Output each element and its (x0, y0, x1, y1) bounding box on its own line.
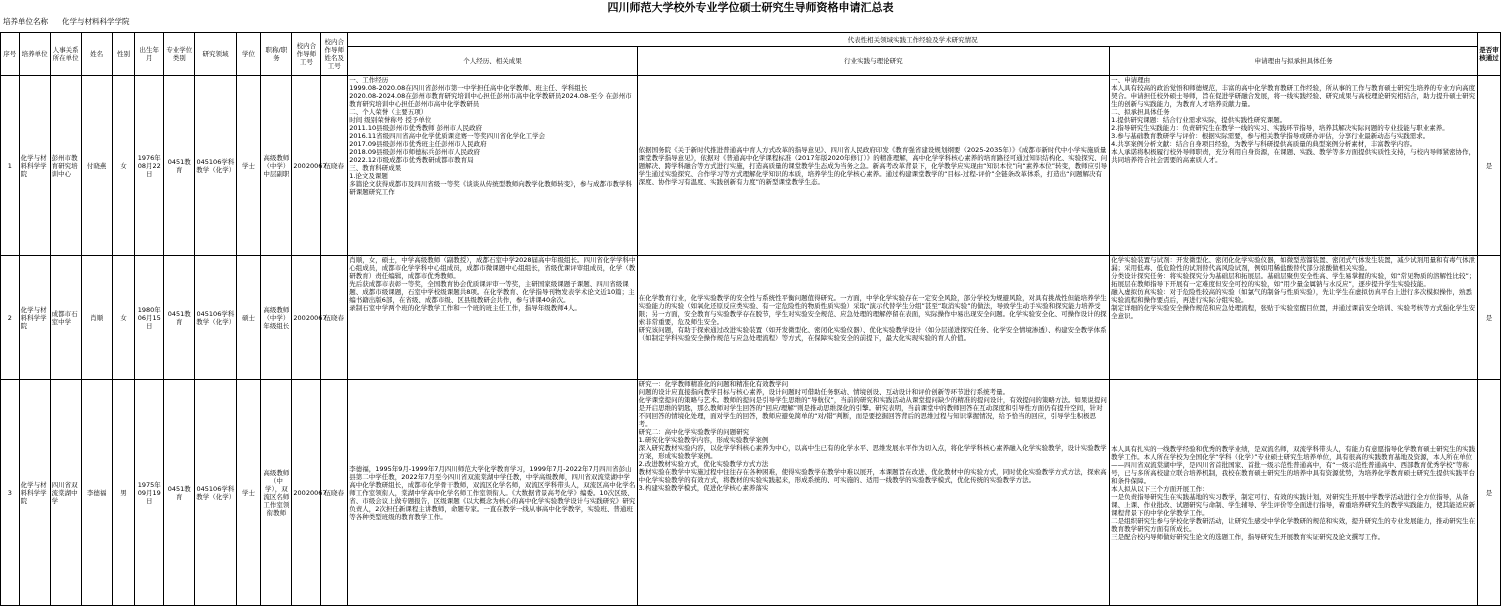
cell-seq: 2 (1, 256, 20, 380)
cell-title: 高级教师（中学），双流区名师工作室领衔教师 (261, 380, 292, 606)
cell-personal: 肖顺，女，硕士，中学高级教师（副教授），成都石室中学2028届高中年级组长。四川省化学学科中心组成员，成都市化学学科中心组成员，成都市微课题中心组组长，省级优课评审组成员，化学（教研教育）责任编辑，成都市优秀教师。 先后获成都市表彰一等奖，全国教育协会优质课评审一等奖，主研国家级课题子课题、四川省级课题、成都市级课题，石室中学校级课题共8项。在化学教育、化学指导刊物发表学术论文近10篇；主编书籍出版6部，在省级、成都市级、区县级教研会共作，参与讲课40余次。 录制石室中学两个班的化学教学工作和一个班的班主任工作，指导年级教师4人。 (348, 256, 637, 380)
application-table (0, 32, 1501, 606)
table-row (1, 76, 1501, 256)
cell-coop-id: 20020067 (292, 76, 321, 256)
header-industry: 行业实践与理论研究 (637, 47, 1109, 76)
cell-birth: 1976年08月22日 (135, 76, 164, 256)
cell-field: 045106学科教学（化学） (195, 256, 236, 380)
cell-field: 045106学科教学（化学） (195, 76, 236, 256)
unit-label: 培养单位名称 (3, 17, 48, 26)
cell-coop-name: 伍晓春 (321, 256, 348, 380)
cell-gender: 女 (112, 256, 135, 380)
cell-personal: 一、工作经历 1999.08-2020.08在四川省彭州市第一中学担任高中化学教师、班主任、学科组长 2020.08-2024.08在彭州市教育研究培训中心担任彭州市高中化学教研员2024.08-至今 在彭州市教育研究培训中心担任彭州市高中化学教研员 二、个人荣誉（主要五项） 时间 级别荣誉称号 授予单位 2011.10县级彭州市优秀教师 彭州市人民政府 2016.11省级四川省高中化学优质课竞赛一等奖四川省化学化工学会 2017.09县级彭州市优秀班主任彭州市人民政府 2018.09县级彭州市师德标兵彭州市人民政府 2022.12市级成都市优秀教研成都市教育局 三、教育科研成果 1.论文及课题 多篇论文获得成都市及四川省级一等奖《谈谈从传统型教师向教学化教师转变》，参与成都市教学科研课题研究工作 (348, 76, 637, 256)
header-name: 姓名 (81, 33, 112, 76)
cell-seq: 3 (1, 380, 20, 606)
header-category: 专业学位类别 (164, 33, 195, 76)
cell-category: 0451教育 (164, 76, 195, 256)
cell-field: 045106学科教学（化学） (195, 380, 236, 606)
cell-school: 化学与材料科学学院 (19, 380, 50, 606)
table-row (1, 256, 1501, 380)
cell-coop-id: 20020067 (292, 380, 321, 606)
cell-coop-id: 20020067 (292, 256, 321, 380)
cell-reason: 化学实验装置与试剂：开发微型化、密闭化化学实验仪器，如微型蒸馏装置、密闭式气体发生装置，减少试剂用量和有毒气体泄漏；采用低毒、低危险性的试剂替代高风险试剂，例如用稀盐酸替代部分浓酸做相关实验。 分类设计探究任务：将实验探究分为基础层和拓展层。基础层聚焦安全性高、学生易掌握的实验，如“常见物质的溶解性比较”；拓展层在教师指导下开展有一定难度但安全可控的实验，如“用少量金属钠与水反应”，逐步提升学生实验技能。 融入虚拟仿真实验：对于危险性较高的实验（如氯气的制备与性质实验），先让学生在虚拟仿真平台上进行多次模拟操作，熟悉实验流程和操作要点后，再进行实际分组实验。 制定详细的化学实验安全操作规范和应急处理流程，张贴于实验室醒目位置，并通过课前安全培训、实验考核等方式强化学生安全意识。 (1110, 256, 1478, 380)
cell-reason: 一、申请理由 本人具有较高的政治觉悟和师德规范，丰富的高中化学教育教研工作经验，所从事的工作与教育硕士研究生培养的专业方向高度契合。申请担任校外硕士导师，旨在促进学研融合发展，将一线实践经验、研究成果与高校理论研究相结合，助力提升硕士研究生的创新与实践能力，为教育人才培养贡献力量。 二、拟承担具体任务 1.提供研究课题：结合行业需求实际，提供实践性研究课题。 2.指导研究生实践能力：负责研究生在教学一线的实习、实践环节指导，培养其解决实际问题的专业技能与职业素养。 3.参与基础教育教研学与评价：根据实际需要，参与相关教学指导或研办评估，分享行业最新动态与实践需求。 4.共享案例分析文献：结合自身项目经验，为教学与科研提供高质量的典型案例分析素材，丰富教学内容。 本人承诺将积极履行校外导师职责，充分利用自身资源，在课题、实践、教学等多方面提供实质性支持，与校内导师紧密协作，共同培养符合社会需要的高素质人才。 (1110, 76, 1478, 256)
unit-value: 化学与材料科学学院 (62, 17, 130, 26)
cell-gender: 女 (112, 76, 135, 256)
cell-degree: 学士 (236, 380, 261, 606)
cell-approval: 是 (1478, 76, 1501, 256)
header-birth: 出生年月 (135, 33, 164, 76)
cell-school: 化学与材料科学学院 (19, 76, 50, 256)
header-coop-name: 校内合作导师姓名及工号 (321, 33, 348, 76)
cell-birth: 1975年09月19日 (135, 380, 164, 606)
header-achievements-group: 代表性相关领域实践工作经验及学术研究情况 (348, 33, 1478, 47)
cell-school: 化学与材料科学学院 (19, 256, 50, 380)
cell-industry: 依据国务院《关于新时代推进普通高中育人方式改革的指导意见》、四川省人民政府印发《教育强省建设规划纲要（2025-2035年）》《成都市新时代中小学实施质量课堂教学指导意见》，依据对《普通高中化学课程标准（2017年版2020年修订）》的精准理解，高中化学学科核心素养的培育路径可通过知识结构化、实验探究、问题解决、跨学科融合等方式进行实施，打造高质量的课堂教学生态成为当务之急。新高考改革背景下，化学教学应实现由“知识本位”向“素养本位”转变，教师应引导学生通过实验探究、合作学习等方式理解化学知识的本质，培养学生的化学核心素养。通过构建课堂教学的“目标-过程-评价”全链条改革体系，打造出“问题解决有深度、协作学习有温度、实践创新有力度”的新型课堂教学生态。 (637, 76, 1109, 256)
unit-line (3, 17, 144, 27)
cell-coop-name: 伍晓春 (321, 380, 348, 606)
page-title: 四川师范大学校外专业学位硕士研究生导师资格申请汇总表 (607, 1, 894, 14)
cell-category: 0451教育 (164, 256, 195, 380)
cell-personnel: 成都市石室中学 (50, 256, 81, 380)
header-seq: 序号 (1, 33, 20, 76)
cell-degree: 学士 (236, 76, 261, 256)
cell-title: 高级教师（中学）年级组长 (261, 256, 292, 380)
cell-coop-name: 伍晓春 (321, 76, 348, 256)
table-row (1, 380, 1501, 606)
cell-title: 高级教师（中学）中层副职 (261, 76, 292, 256)
cell-gender: 男 (112, 380, 135, 606)
cell-birth: 1980年06月15日 (135, 256, 164, 380)
header-reason: 申请理由与拟承担具体任务 (1110, 47, 1478, 76)
cell-personal: 李德福，1995年9月-1999年7月四川师范大学化学教育学习，1999年7月-2022年7月四川省彭山县第二中学任教，2022年7月至今四川省双流棠湖中学任教，中学高级教师，四川省双流棠湖中学高中化学教研组长，成都市化学骨干教师，双流区化学名师，双流区学科带头人，双流区高中化学名师工作室领衔人，棠湖中学高中化学名师工作室领衔人。《大数据背景高考化学》编委。10次区级、省、市级会议上做专题报告，区级课题《以大概念为核心的高中化学实验教学设计与实践研究》研究负责人，2次担任新课程主讲教师，命题专家。一直在教学一线从事高中化学教学，实验班、普通班等各种类型班级的教育教学工作。 (348, 380, 637, 606)
cell-approval: 是 (1478, 256, 1501, 380)
header-personnel: 人事关系所在单位 (50, 33, 81, 76)
cell-approval: 是 (1478, 380, 1501, 606)
cell-category: 0451教育 (164, 380, 195, 606)
header-field: 研究领域 (195, 33, 236, 76)
cell-industry: 研究一：化学教师精准化的问题和精准化有效教学问 问题的设计应直接指向教学目标与核心素养，设计问题时可借助任务驱动、情境创设、互动设计和评价创新等环节进行系统考量。 化学课堂提问的策略与艺术。教师的提问是引导学生思维的“导航仪”，当前的研究和实践活动从课堂提问缺少的精准的提问设计，有效提问的策略方法。如果说提问是开启思维的钥匙，那么教师对学生回答的“回应/理解”则是推动思维深化的引擎。研究表明，当前课堂中的教师回答在互动深度和引导性方面仍有提升空间，针对不同回答的情境化处理，面对学生的回答，教师应避免简单的“对/错”判断，而是要挖掘回答背后的思维过程与知识掌握情况，给予恰当的回应，引导学生积极思考。 研究二：高中化学实验教学的问题研究 1.研究化学实验教学内容，形成实验教学案例 深入研究教材实验内容，以化学学科核心素养为中心，以高中生已有的化学水平、思维发展水平作为切入点，将化学学科核心素养融入化学实验教学，设计实验教学方案，形成实验教学案例。 2.改进教材实验方式，优化实验教学方式方法 教材实验在教学中实施过程中往往存在各种困难，使得实验教学在教学中难以展开，本课题旨在改进、优化教材中的实验方式，同时优化实验教学方式方法，探索高中化学实验教学的有效方式，将教材的实验实践起来，形成系统的、可实施的、适用一线教学的实验教学模式，优化传统的实验教学方法。 3.构建实验教学模式，促进化学核心素养落实 (637, 380, 1109, 606)
cell-name: 肖顺 (81, 256, 112, 380)
header-coop-id: 校内合作导师工号 (292, 33, 321, 76)
cell-personnel: 四川省双流棠湖中学 (50, 380, 81, 606)
header-degree: 学位 (236, 33, 261, 76)
header-approval: 是否审核通过 (1478, 33, 1501, 76)
header-gender: 性别 (112, 33, 135, 76)
header-title: 职称/职务 (261, 33, 292, 76)
cell-personnel: 彭州市教育研究培训中心 (50, 76, 81, 256)
cell-seq: 1 (1, 76, 20, 256)
cell-reason: 本人具有扎实的一线教学经验和优秀的教学业绩，是双流名师，双流学科带头人，有能力有意愿指导化学教育硕士研究生的实践教学工作。本人所在学校为全国化学“学科（化学）”专业硕士研究生培养单位，具有很高的实践教育基地及资源，本人所在单位——四川省双流棠湖中学，是四川省首批国家、首批一级示范性普通高中，有“一级示范性普通高中、西部教育优秀学校”等称号，已与多所高校建立联合培养机制，我校在教育硕士研究生的培养中具有资源优势，为培养化学教育硕士研究生提供实践平台和条件保障。 本人拟从以下三个方面开展工作： 一是负责指导研究生在实践基地的实习教学，制定可行、有效的实践计划，对研究生开展中学教学活动进行全方位指导，从备课、上课、作业批改、试题研究与命制、学生辅导、学生评价等全面进行指导，着重培养研究生的教学实践能力，使其能适应新课程背景下的中学化学教学工作。 二是组织研究生参与学校化学教研活动，让研究生感受中学化学教研的规范和实效，提升研究生的专业发展能力，推动研究生在教育教学研究方面有所成长。 三是配合校内导师做好研究生论文的选题工作，指导研究生开展教育实证研究及论文撰写工作。 (1110, 380, 1478, 606)
header-school: 培养单位 (19, 33, 50, 76)
cell-industry: 在化学教育行业，化学实验教学的安全性与系统性平衡问题值得研究。一方面，中学化学实验存在一定安全风险，部分学校为规避风险，对具有挑战性但能培养学生实验能力的实验（如氧化还原反应类实验、有一定危险性的物质性质实验）采取“演示代替学生分组”甚至“取消实验”的做法，导致学生动手实验和探究能力培养受限；另一方面，安全教育与实验教学存在脱节，学生对实验安全规范、应急处理的理解停留在表面，实际操作中易出现安全问题。化学实验安全化、可操作设计的探索非常重要，危及师生安全。 研究该问题，有助于探索通过改进实验装置（如开发微型化、密闭化实验仪器）、优化实验教学设计（如分层递进探究任务、化学安全情境渗透）、构建安全教学体系（如制定学科实验安全操作规范与应急处理流程）等方式，在保障实验安全的前提下，最大化实现实验的育人价值。 (637, 256, 1109, 380)
cell-degree: 硕士 (236, 256, 261, 380)
cell-name: 李德福 (81, 380, 112, 606)
header-personal: 个人经历、相关成果 (348, 47, 637, 76)
cell-name: 付晓燕 (81, 76, 112, 256)
